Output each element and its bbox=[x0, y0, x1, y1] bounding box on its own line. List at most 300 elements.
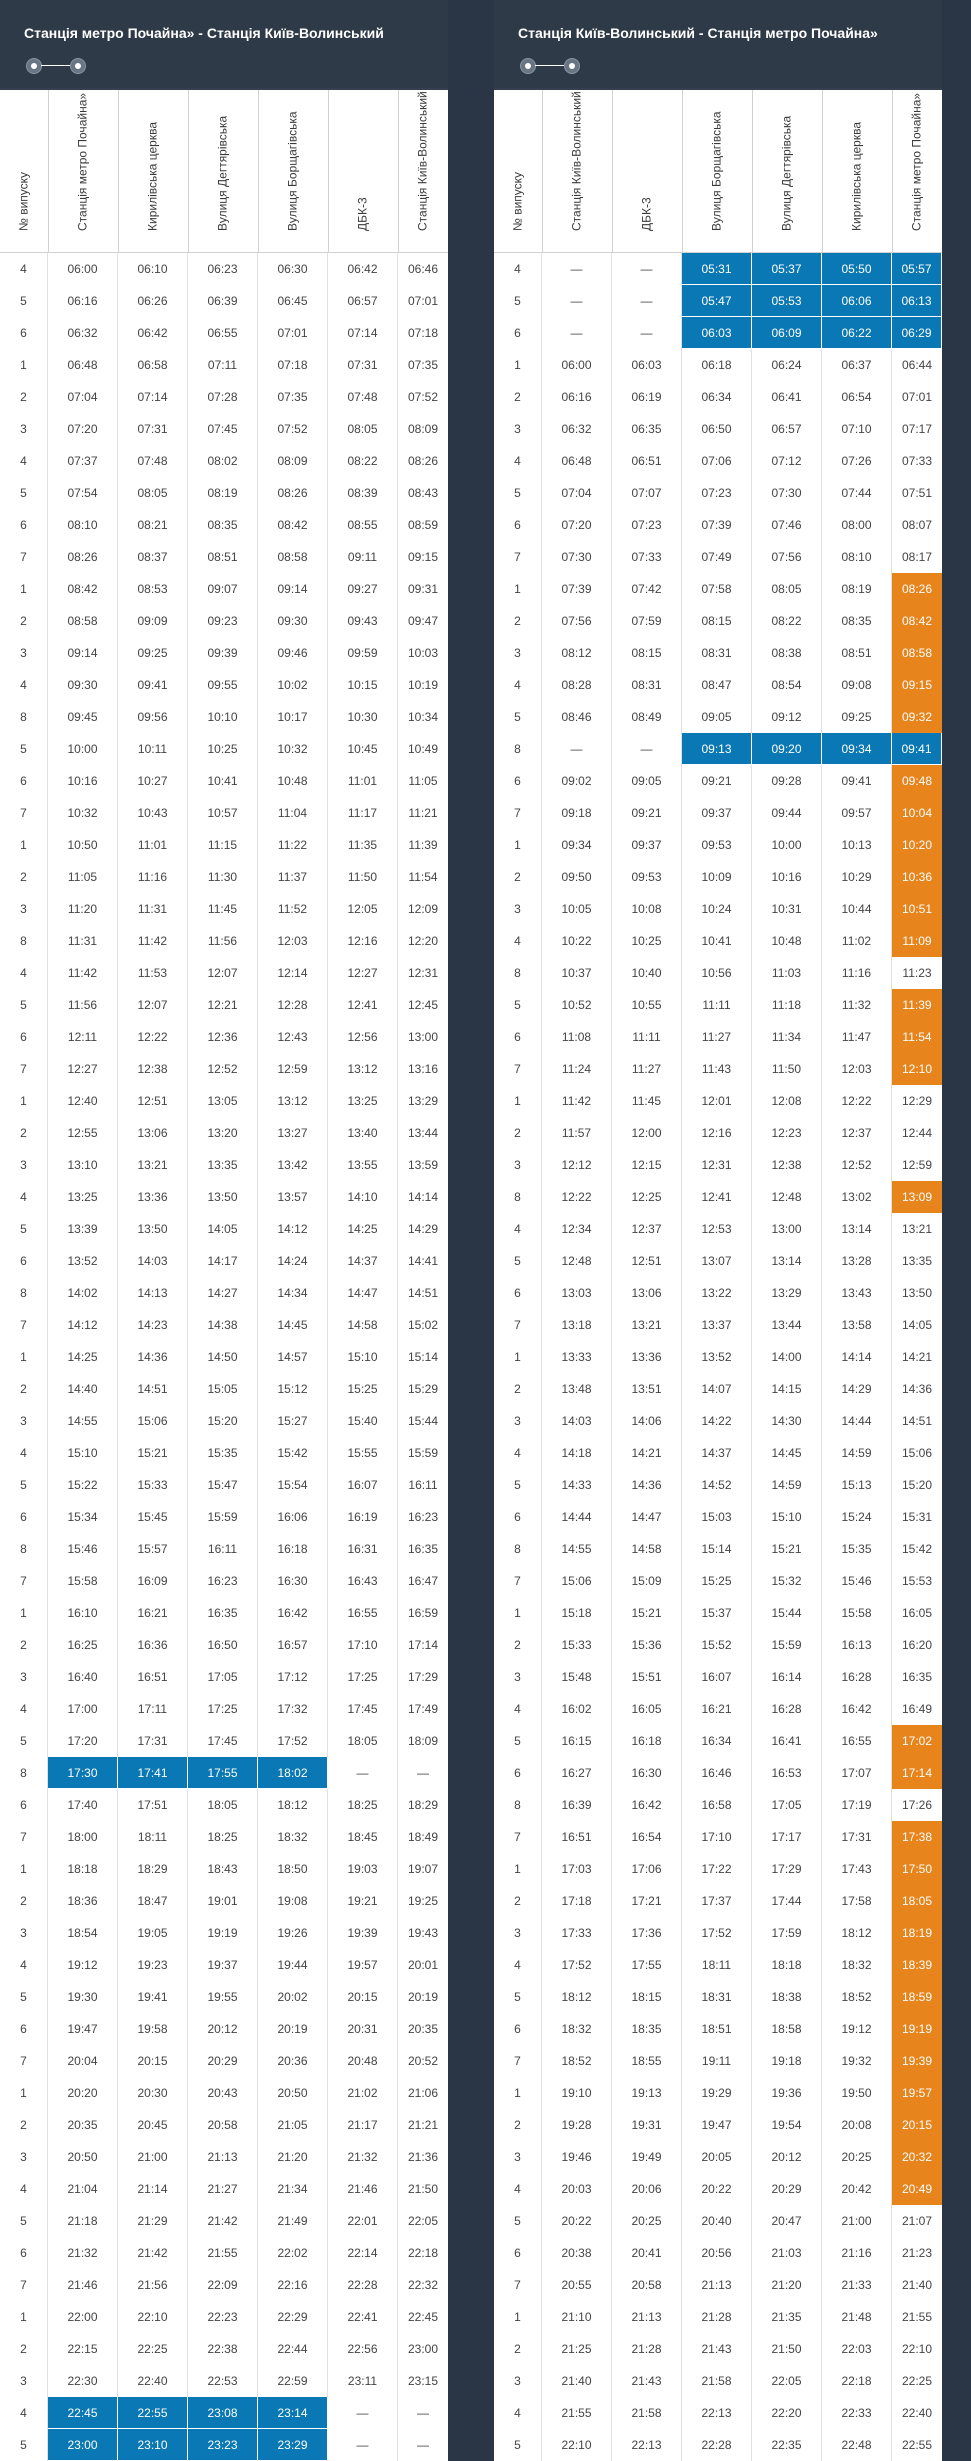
time-cell: 22:40 bbox=[118, 2365, 188, 2397]
time-cell: 10:10 bbox=[188, 701, 258, 733]
departure-number-cell: 2 bbox=[494, 2333, 542, 2365]
time-cell: 07:51 bbox=[901, 486, 933, 500]
time-cell: 12:14 bbox=[258, 957, 328, 989]
time-cell: 21:40 bbox=[901, 2278, 933, 2292]
time-cell: 11:30 bbox=[188, 861, 258, 893]
time-cell: 20:22 bbox=[682, 2173, 752, 2205]
table-row bbox=[0, 2269, 448, 2301]
time-cell: 16:53 bbox=[752, 1757, 822, 1789]
time-cell: 13:52 bbox=[48, 1245, 118, 1277]
time-cell: 21:50 bbox=[752, 2333, 822, 2365]
table-row bbox=[0, 2109, 448, 2141]
table-row bbox=[494, 637, 942, 669]
time-cell: 16:42 bbox=[258, 1597, 328, 1629]
time-cell: 16:18 bbox=[612, 1725, 682, 1757]
time-cell: 22:32 bbox=[407, 2278, 439, 2292]
time-cell: 15:09 bbox=[612, 1565, 682, 1597]
time-cell: 06:58 bbox=[118, 349, 188, 381]
time-cell: 09:07 bbox=[188, 573, 258, 605]
toggle-dot-icon bbox=[564, 58, 580, 74]
time-cell: 12:11 bbox=[48, 1021, 118, 1053]
time-cell: 15:52 bbox=[682, 1629, 752, 1661]
time-cell: 11:31 bbox=[48, 925, 118, 957]
time-cell: 22:48 bbox=[822, 2429, 892, 2461]
time-cell: 13:12 bbox=[258, 1085, 328, 1117]
departure-number-cell: 5 bbox=[494, 2205, 542, 2237]
table-row bbox=[494, 1981, 942, 2013]
table-row bbox=[0, 285, 448, 317]
departure-number-cell: 1 bbox=[494, 829, 542, 861]
time-cell: 14:58 bbox=[328, 1309, 398, 1341]
time-cell: 12:41 bbox=[328, 989, 398, 1021]
time-cell: 08:55 bbox=[328, 509, 398, 541]
time-cell: 08:58 bbox=[48, 605, 118, 637]
time-cell: 09:21 bbox=[612, 797, 682, 829]
column-header-label: Кирилівська церква bbox=[145, 121, 160, 231]
time-cell: 21:07 bbox=[901, 2214, 933, 2228]
table-row bbox=[0, 1533, 448, 1565]
time-cell: 07:30 bbox=[752, 477, 822, 509]
departure-number-cell: 7 bbox=[0, 1309, 48, 1341]
time-cell: 17:51 bbox=[118, 1789, 188, 1821]
time-cell: 17:43 bbox=[822, 1853, 892, 1885]
departure-number-cell: 6 bbox=[494, 765, 542, 797]
time-cell: 13:16 bbox=[407, 1062, 439, 1076]
time-cell: 07:44 bbox=[822, 477, 892, 509]
time-cell: — bbox=[542, 733, 612, 765]
table-row bbox=[0, 925, 448, 957]
departure-number-cell: 4 bbox=[494, 1949, 542, 1981]
time-cell: 09:59 bbox=[328, 637, 398, 669]
time-cell: 10:37 bbox=[542, 957, 612, 989]
time-cell: 09:11 bbox=[328, 541, 398, 573]
time-cell: 12:48 bbox=[752, 1181, 822, 1213]
time-cell: 15:59 bbox=[188, 1501, 258, 1533]
table-row bbox=[0, 477, 448, 509]
time-cell: 09:46 bbox=[258, 637, 328, 669]
time-cell: 14:14 bbox=[822, 1341, 892, 1373]
departure-number-cell: 3 bbox=[0, 893, 48, 925]
time-cell: 09:15 bbox=[892, 669, 942, 701]
departure-number-cell: 8 bbox=[0, 1277, 48, 1309]
time-cell: 18:51 bbox=[682, 2013, 752, 2045]
time-cell: 15:48 bbox=[542, 1661, 612, 1693]
table-row bbox=[0, 1117, 448, 1149]
time-cell: 15:34 bbox=[48, 1501, 118, 1533]
time-cell: 11:11 bbox=[612, 1021, 682, 1053]
time-cell: 14:59 bbox=[752, 1469, 822, 1501]
time-cell: 22:30 bbox=[48, 2365, 118, 2397]
departure-number-cell: 1 bbox=[0, 1341, 48, 1373]
time-cell: 16:25 bbox=[48, 1629, 118, 1661]
table-row bbox=[494, 989, 942, 1021]
time-cell: 12:21 bbox=[188, 989, 258, 1021]
time-cell: 20:25 bbox=[822, 2141, 892, 2173]
departure-number-cell: 3 bbox=[0, 1149, 48, 1181]
table-row bbox=[494, 1309, 942, 1341]
time-cell: 17:33 bbox=[542, 1917, 612, 1949]
time-cell: 20:20 bbox=[48, 2077, 118, 2109]
time-cell: 07:20 bbox=[542, 509, 612, 541]
table-row bbox=[494, 2397, 942, 2429]
time-cell: 17:05 bbox=[752, 1789, 822, 1821]
column-header-label: Станція Київ-Волинський bbox=[569, 91, 584, 231]
table-row bbox=[0, 1629, 448, 1661]
time-cell: 20:06 bbox=[612, 2173, 682, 2205]
time-cell: 12:31 bbox=[407, 966, 439, 980]
table-row bbox=[494, 477, 942, 509]
departure-number-cell: 1 bbox=[0, 349, 48, 381]
time-cell: 11:56 bbox=[188, 925, 258, 957]
time-cell: 08:26 bbox=[407, 454, 439, 468]
time-cell: 08:58 bbox=[892, 637, 942, 669]
time-cell: 10:03 bbox=[407, 646, 439, 660]
time-cell: 22:55 bbox=[118, 2397, 188, 2429]
time-cell: 06:32 bbox=[542, 413, 612, 445]
time-cell: 18:52 bbox=[822, 1981, 892, 2013]
time-cell: 06:54 bbox=[822, 381, 892, 413]
time-cell: 22:25 bbox=[901, 2374, 933, 2388]
table-row bbox=[494, 893, 942, 925]
time-cell: 20:19 bbox=[407, 1990, 439, 2004]
time-cell: 09:09 bbox=[118, 605, 188, 637]
departure-number-cell: 1 bbox=[0, 1853, 48, 1885]
time-cell: 08:31 bbox=[682, 637, 752, 669]
time-cell: 10:32 bbox=[258, 733, 328, 765]
time-cell: 07:37 bbox=[48, 445, 118, 477]
time-cell: 12:16 bbox=[682, 1117, 752, 1149]
time-cell: 17:52 bbox=[542, 1949, 612, 1981]
direction-toggle[interactable] bbox=[520, 58, 580, 74]
time-cell: 11:01 bbox=[118, 829, 188, 861]
departure-number-cell: 4 bbox=[494, 445, 542, 477]
time-cell: 14:40 bbox=[48, 1373, 118, 1405]
departure-number-cell: 5 bbox=[0, 477, 48, 509]
time-cell: 07:49 bbox=[682, 541, 752, 573]
table-row bbox=[0, 1501, 448, 1533]
time-cell: 10:40 bbox=[612, 957, 682, 989]
time-cell: 13:10 bbox=[48, 1149, 118, 1181]
time-cell: 17:07 bbox=[822, 1757, 892, 1789]
table-row bbox=[494, 605, 942, 637]
time-cell: 16:43 bbox=[328, 1565, 398, 1597]
table-row bbox=[0, 1405, 448, 1437]
departure-number-cell: 7 bbox=[494, 1565, 542, 1597]
time-cell: 11:11 bbox=[682, 989, 752, 1021]
time-cell: 11:45 bbox=[188, 893, 258, 925]
time-cell: 13:21 bbox=[612, 1309, 682, 1341]
time-cell: 19:47 bbox=[48, 2013, 118, 2045]
time-cell: 20:49 bbox=[892, 2173, 942, 2205]
time-cell: 10:44 bbox=[822, 893, 892, 925]
time-cell: 16:05 bbox=[612, 1693, 682, 1725]
departure-number-cell: 6 bbox=[494, 317, 542, 349]
table-row bbox=[494, 1053, 942, 1085]
time-cell: 08:26 bbox=[48, 541, 118, 573]
time-cell: 13:29 bbox=[407, 1094, 439, 1108]
time-cell: 11:21 bbox=[408, 806, 438, 820]
time-cell: 19:30 bbox=[48, 1981, 118, 2013]
table-row bbox=[494, 509, 942, 541]
table-row bbox=[0, 1053, 448, 1085]
time-cell: 07:23 bbox=[682, 477, 752, 509]
time-cell: 21:03 bbox=[752, 2237, 822, 2269]
departure-number-cell: 5 bbox=[494, 1725, 542, 1757]
time-cell: 07:56 bbox=[752, 541, 822, 573]
column-header-label: № випуску bbox=[510, 171, 525, 231]
time-cell: 08:54 bbox=[752, 669, 822, 701]
time-cell: 15:46 bbox=[822, 1565, 892, 1597]
time-cell: 20:58 bbox=[188, 2109, 258, 2141]
time-cell: 11:37 bbox=[258, 861, 328, 893]
time-cell: 07:01 bbox=[901, 390, 933, 404]
time-cell: 16:55 bbox=[822, 1725, 892, 1757]
column-header bbox=[682, 90, 753, 252]
column-header-label: Кирилівська церква bbox=[849, 121, 864, 231]
departure-number-cell: 4 bbox=[494, 2173, 542, 2205]
table-row bbox=[494, 2301, 942, 2333]
time-cell: 17:02 bbox=[892, 1725, 942, 1757]
time-cell: 13:21 bbox=[901, 1222, 933, 1236]
time-cell: 12:29 bbox=[901, 1094, 933, 1108]
time-cell: 16:14 bbox=[752, 1661, 822, 1693]
time-cell: 08:19 bbox=[188, 477, 258, 509]
time-cell: 06:39 bbox=[188, 285, 258, 317]
time-cell: 21:46 bbox=[328, 2173, 398, 2205]
time-cell: 16:23 bbox=[188, 1565, 258, 1597]
departure-number-cell: 2 bbox=[494, 1117, 542, 1149]
time-cell: 08:22 bbox=[328, 445, 398, 477]
time-cell: 22:45 bbox=[407, 2310, 439, 2324]
departure-number-cell: 2 bbox=[494, 2109, 542, 2141]
time-cell: 21:20 bbox=[258, 2141, 328, 2173]
time-cell: 14:55 bbox=[48, 1405, 118, 1437]
time-cell: 08:47 bbox=[682, 669, 752, 701]
time-cell: 12:15 bbox=[612, 1149, 682, 1181]
time-cell: 05:53 bbox=[752, 285, 822, 317]
direction-toggle[interactable] bbox=[26, 58, 86, 74]
time-cell: 16:51 bbox=[542, 1821, 612, 1853]
time-cell: 10:15 bbox=[328, 669, 398, 701]
time-cell: 11:22 bbox=[258, 829, 328, 861]
time-cell: 07:46 bbox=[752, 509, 822, 541]
time-cell: 07:18 bbox=[258, 349, 328, 381]
time-cell: 15:40 bbox=[328, 1405, 398, 1437]
departure-number-cell: 5 bbox=[494, 1469, 542, 1501]
time-cell: 09:25 bbox=[822, 701, 892, 733]
time-cell: 10:27 bbox=[118, 765, 188, 797]
departure-number-cell: 1 bbox=[0, 1085, 48, 1117]
table-row bbox=[0, 1661, 448, 1693]
departure-number-cell: 5 bbox=[0, 989, 48, 1021]
time-cell: 15:25 bbox=[328, 1373, 398, 1405]
time-cell: 22:02 bbox=[258, 2237, 328, 2269]
time-cell: 15:25 bbox=[682, 1565, 752, 1597]
time-cell: 09:20 bbox=[752, 733, 822, 765]
time-cell: 11:45 bbox=[612, 1085, 682, 1117]
time-cell: 06:18 bbox=[682, 349, 752, 381]
time-cell: 10:29 bbox=[822, 861, 892, 893]
table-row bbox=[0, 701, 448, 733]
time-cell: 10:04 bbox=[892, 797, 942, 829]
time-cell: 12:45 bbox=[407, 998, 439, 1012]
time-cell: 20:40 bbox=[682, 2205, 752, 2237]
time-cell: 16:18 bbox=[258, 1533, 328, 1565]
time-cell: 10:16 bbox=[752, 861, 822, 893]
time-cell: 12:01 bbox=[682, 1085, 752, 1117]
table-row bbox=[0, 1789, 448, 1821]
time-cell: 05:47 bbox=[682, 285, 752, 317]
time-cell: 14:10 bbox=[328, 1181, 398, 1213]
time-cell: 11:16 bbox=[822, 957, 892, 989]
time-cell: 22:13 bbox=[612, 2429, 682, 2461]
time-cell: 15:53 bbox=[901, 1574, 933, 1588]
time-cell: 12:37 bbox=[612, 1213, 682, 1245]
time-cell: 12:51 bbox=[118, 1085, 188, 1117]
departure-number-cell: 8 bbox=[0, 1533, 48, 1565]
time-cell: 10:56 bbox=[682, 957, 752, 989]
time-cell: 15:59 bbox=[752, 1629, 822, 1661]
table-row bbox=[494, 1437, 942, 1469]
departure-number-cell: 3 bbox=[494, 1917, 542, 1949]
time-cell: 17:45 bbox=[188, 1725, 258, 1757]
column-header-label: Вулиця Дегтярівська bbox=[215, 115, 230, 231]
time-cell: 13:36 bbox=[118, 1181, 188, 1213]
time-cell: 12:40 bbox=[48, 1085, 118, 1117]
time-cell: 07:26 bbox=[822, 445, 892, 477]
column-header-label: Станція метро Почайна» bbox=[75, 92, 90, 231]
time-cell: 10:31 bbox=[752, 893, 822, 925]
departure-number-cell: 5 bbox=[0, 1469, 48, 1501]
time-cell: 13:44 bbox=[752, 1309, 822, 1341]
time-cell: 17:41 bbox=[118, 1757, 188, 1789]
time-cell: 18:32 bbox=[258, 1821, 328, 1853]
table-row bbox=[0, 1597, 448, 1629]
departure-number-cell: 3 bbox=[0, 1661, 48, 1693]
time-cell: 06:46 bbox=[407, 262, 439, 276]
time-cell: 09:21 bbox=[682, 765, 752, 797]
table-row bbox=[0, 2333, 448, 2365]
column-header-label: Станція Київ-Волинський bbox=[415, 91, 430, 231]
departure-number-cell: 4 bbox=[0, 445, 48, 477]
time-cell: 21:17 bbox=[328, 2109, 398, 2141]
time-cell: 13:37 bbox=[682, 1309, 752, 1341]
time-cell: 21:14 bbox=[118, 2173, 188, 2205]
time-cell: 08:28 bbox=[542, 669, 612, 701]
time-cell: 19:12 bbox=[48, 1949, 118, 1981]
time-cell: 14:45 bbox=[258, 1309, 328, 1341]
time-cell: 22:09 bbox=[188, 2269, 258, 2301]
time-cell: 22:00 bbox=[48, 2301, 118, 2333]
time-cell: 06:30 bbox=[258, 253, 328, 285]
time-cell: 07:59 bbox=[612, 605, 682, 637]
time-cell: 10:43 bbox=[118, 797, 188, 829]
time-cell: 11:16 bbox=[118, 861, 188, 893]
time-cell: 18:29 bbox=[118, 1853, 188, 1885]
departure-number-cell: 4 bbox=[494, 669, 542, 701]
time-cell: 08:37 bbox=[118, 541, 188, 573]
time-cell: 16:58 bbox=[682, 1789, 752, 1821]
time-cell: 10:34 bbox=[407, 710, 439, 724]
table-row bbox=[0, 2205, 448, 2237]
time-cell: 16:46 bbox=[682, 1757, 752, 1789]
time-cell: 12:09 bbox=[407, 902, 439, 916]
time-cell: 08:26 bbox=[892, 573, 942, 605]
time-cell: 21:58 bbox=[612, 2397, 682, 2429]
time-cell: 09:14 bbox=[48, 637, 118, 669]
time-cell: 19:49 bbox=[612, 2141, 682, 2173]
table-row bbox=[494, 1533, 942, 1565]
time-cell: 18:47 bbox=[118, 1885, 188, 1917]
departure-number-cell: 6 bbox=[494, 1277, 542, 1309]
time-cell: 13:09 bbox=[892, 1181, 942, 1213]
departure-number-cell: 2 bbox=[0, 605, 48, 637]
time-cell: 11:56 bbox=[48, 989, 118, 1021]
time-cell: 06:26 bbox=[118, 285, 188, 317]
time-cell: 15:06 bbox=[901, 1446, 933, 1460]
time-cell: 21:42 bbox=[188, 2205, 258, 2237]
time-cell: 15:35 bbox=[188, 1437, 258, 1469]
time-cell: 16:07 bbox=[682, 1661, 752, 1693]
time-cell: 15:45 bbox=[118, 1501, 188, 1533]
time-cell: 15:33 bbox=[118, 1469, 188, 1501]
time-cell: 18:31 bbox=[682, 1981, 752, 2013]
time-cell: 12:12 bbox=[542, 1149, 612, 1181]
time-cell: 20:03 bbox=[542, 2173, 612, 2205]
time-cell: 14:51 bbox=[407, 1286, 439, 1300]
time-cell: 18:15 bbox=[612, 1981, 682, 2013]
time-cell: 15:21 bbox=[752, 1533, 822, 1565]
time-cell: 06:29 bbox=[892, 317, 942, 349]
time-cell: 20:55 bbox=[542, 2269, 612, 2301]
time-cell: 16:39 bbox=[542, 1789, 612, 1821]
column-header-label: ДБК-3 bbox=[355, 197, 370, 231]
time-cell: 17:14 bbox=[407, 1638, 439, 1652]
departure-number-cell: 7 bbox=[494, 541, 542, 573]
departure-number-cell: 3 bbox=[494, 1149, 542, 1181]
time-cell: 21:06 bbox=[407, 2086, 439, 2100]
time-cell: 19:25 bbox=[407, 1894, 439, 1908]
table-row bbox=[0, 573, 448, 605]
time-cell: 15:55 bbox=[328, 1437, 398, 1469]
table-row bbox=[494, 829, 942, 861]
time-cell: 11:50 bbox=[752, 1053, 822, 1085]
time-cell: 15:05 bbox=[188, 1373, 258, 1405]
time-cell: 14:52 bbox=[682, 1469, 752, 1501]
time-cell: 15:12 bbox=[258, 1373, 328, 1405]
table-header bbox=[0, 90, 448, 253]
time-cell: 10:11 bbox=[118, 733, 188, 765]
timetable bbox=[494, 90, 942, 2461]
departure-number-cell: 4 bbox=[0, 2397, 48, 2429]
time-cell: 13:40 bbox=[328, 1117, 398, 1149]
time-cell: 09:53 bbox=[682, 829, 752, 861]
column-header-label: Вулиця Дегтярівська bbox=[779, 115, 794, 231]
time-cell: 16:20 bbox=[901, 1638, 933, 1652]
departure-number-cell: 7 bbox=[494, 1309, 542, 1341]
time-cell: 15:46 bbox=[48, 1533, 118, 1565]
time-cell: 20:29 bbox=[188, 2045, 258, 2077]
time-cell: 12:05 bbox=[328, 893, 398, 925]
time-cell: 13:35 bbox=[901, 1254, 933, 1268]
time-cell: 11:42 bbox=[542, 1085, 612, 1117]
table-row bbox=[494, 1181, 942, 1213]
time-cell: 23:11 bbox=[328, 2365, 398, 2397]
time-cell: 18:00 bbox=[48, 1821, 118, 1853]
time-cell: 23:29 bbox=[258, 2429, 328, 2461]
time-cell: 19:46 bbox=[542, 2141, 612, 2173]
time-cell: 19:01 bbox=[188, 1885, 258, 1917]
